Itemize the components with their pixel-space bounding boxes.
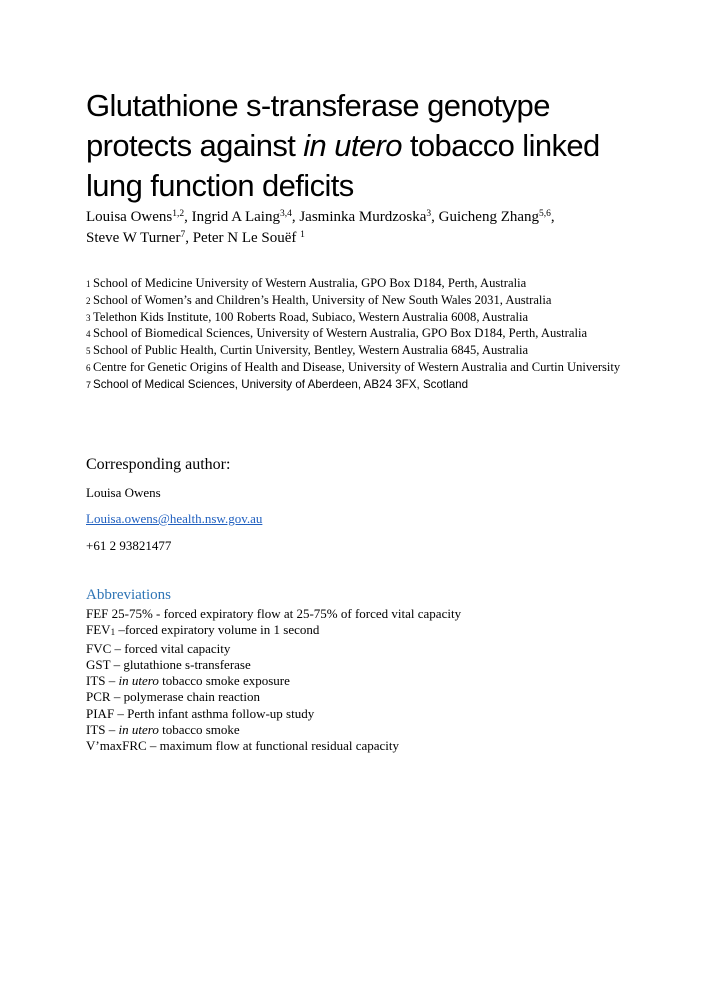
affiliation: 5 School of Public Health, Curtin University, Bentley, Western Australia 6845, Australia	[86, 343, 529, 358]
abbreviation-item: V’maxFRC – maximum flow at functional residual capacity	[86, 738, 400, 754]
abbreviation-item: FEV1 –forced expiratory volume in 1 second	[86, 622, 320, 638]
affiliation: 2 School of Women’s and Children’s Health, University of New South Wales 2031, Australia	[86, 292, 552, 307]
affiliation: 7 School of Medical Sciences, University of Aberdeen, AB24 3FX, Scotland	[86, 377, 469, 391]
author: Steve W Turner$^7$,	[86, 230, 193, 246]
abbreviation-item: GST – glutathione s-transferase	[86, 656, 251, 672]
author-list	[86, 207, 626, 249]
abbreviation-item: FEF 25-75% - forced expiratory flow at 25-75% of forced vital capacity	[86, 606, 462, 621]
affiliation: 4 School of Biomedical Sciences, University of Western Australia, GPO Box D184, Perth, Australia	[86, 326, 588, 341]
abbreviation-item: ITS – in utero tobacco smoke	[86, 722, 240, 738]
corresponding-author-heading: Corresponding author:	[86, 456, 231, 473]
abbreviation-item: PIAF – Perth infant asthma follow-up study	[86, 705, 315, 721]
author: Guicheng Zhang$^{5,6}$,	[438, 209, 555, 225]
abbreviations-list	[86, 606, 626, 755]
affiliation: 1 School of Medicine University of Western Australia, GPO Box D184, Perth, Australia	[86, 276, 527, 290]
affiliation-list	[86, 276, 626, 394]
author: Jasminka Murdzoska$^3$,	[299, 209, 439, 225]
corresponding-author-email-link[interactable]: Louisa.owens@health.nsw.gov.au	[86, 511, 263, 526]
author: Louisa Owens$^{1,2}$,	[86, 209, 192, 225]
abbreviation-item: FVC – forced vital capacity	[86, 640, 231, 656]
affiliation: 6 Centre for Genetic Origins of Health and Disease, University of Western Australia and Curtin University	[86, 359, 621, 374]
abbreviation-item: ITS – in utero tobacco smoke exposure	[86, 673, 290, 689]
corresponding-author-name: Louisa Owens	[86, 485, 161, 500]
abbreviations-heading: Abbreviations	[86, 587, 171, 603]
author: Ingrid A Laing$^{3,4}$,	[191, 209, 300, 225]
author: Peter N Le Souëf $^1$	[192, 230, 305, 246]
paper-title: Glutathione s-transferase genotype protects against in utero tobacco linked lung function deficits	[86, 88, 600, 203]
corresponding-author-phone: +61 2 93821477	[86, 538, 172, 553]
abbreviation-item: PCR – polymerase chain reaction	[86, 689, 261, 705]
affiliation: 3 Telethon Kids Institute, 100 Roberts Road, Subiaco, Western Australia 6008, Australia	[86, 309, 529, 324]
